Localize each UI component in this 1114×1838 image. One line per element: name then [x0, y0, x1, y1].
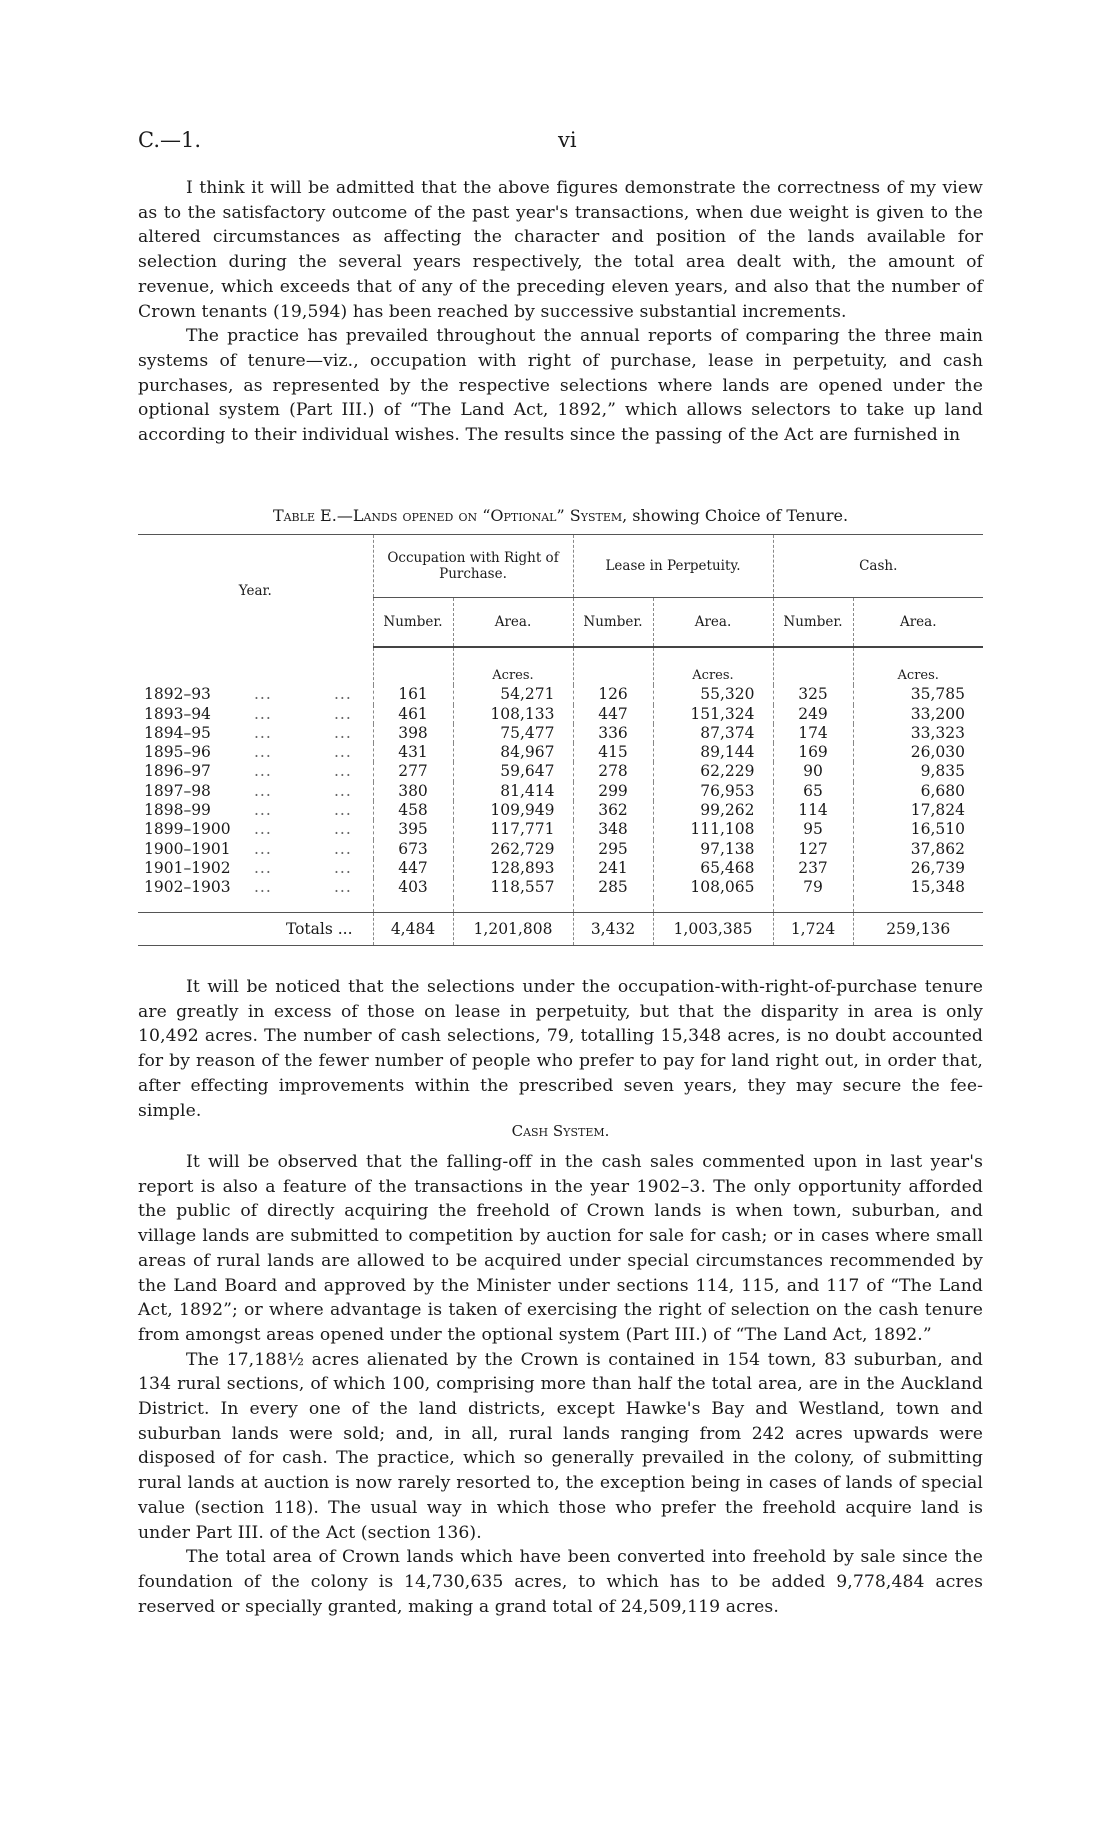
- year-label: 1892–93: [144, 685, 211, 704]
- area-cell: 59,647: [453, 762, 573, 781]
- area-cell: 111,108: [653, 820, 773, 839]
- area-cell: 17,824: [853, 801, 983, 820]
- leader-dots: ...: [254, 801, 272, 820]
- leader-dots: ...: [334, 820, 352, 839]
- number-cell: 174: [773, 724, 853, 743]
- area-cell: 99,262: [653, 801, 773, 820]
- leader-dots: ...: [334, 762, 352, 781]
- year-label: 1899–1900: [144, 820, 231, 839]
- leader-dots: ...: [254, 820, 272, 839]
- totals-row: [138, 912, 983, 945]
- year-label: 1897–98: [144, 781, 211, 800]
- area-cell: 81,414: [453, 782, 573, 801]
- total-cell: 3,432: [573, 912, 653, 945]
- number-cell: 95: [773, 820, 853, 839]
- total-cell: 1,003,385: [653, 912, 773, 945]
- column-header: Area.: [453, 598, 573, 648]
- column-header: Number.: [373, 598, 453, 648]
- year-cell: [138, 840, 373, 859]
- number-cell: 458: [373, 801, 453, 820]
- area-cell: 89,144: [653, 743, 773, 762]
- area-cell: 109,949: [453, 801, 573, 820]
- column-header: Area.: [853, 598, 983, 648]
- number-cell: 278: [573, 762, 653, 781]
- leader-dots: ...: [254, 685, 272, 704]
- leader-dots: ...: [254, 839, 272, 858]
- section-heading: Cash System.: [511, 1122, 610, 1140]
- area-cell: 55,320: [653, 685, 773, 704]
- year-label: 1900–1901: [144, 839, 231, 858]
- group-header: Cash.: [773, 535, 983, 598]
- table-row: [138, 801, 983, 820]
- area-cell: 118,557: [453, 878, 573, 897]
- table-row: [138, 743, 983, 762]
- area-cell: 15,348: [853, 878, 983, 897]
- caption-title: Table E.—Lands opened on “Optional” System,: [272, 506, 628, 525]
- area-cell: 26,030: [853, 743, 983, 762]
- table-e: [138, 534, 983, 946]
- table-row: [138, 724, 983, 743]
- column-header: Area.: [653, 598, 773, 648]
- year-cell: [138, 762, 373, 781]
- year-cell: [138, 820, 373, 839]
- number-cell: 161: [373, 685, 453, 704]
- table-row: [138, 840, 983, 859]
- area-cell: 33,323: [853, 724, 983, 743]
- year-cell: [138, 705, 373, 724]
- number-cell: 673: [373, 840, 453, 859]
- unit-label: Acres.: [653, 647, 773, 685]
- total-cell: 1,724: [773, 912, 853, 945]
- area-cell: 108,133: [453, 705, 573, 724]
- table-caption: [138, 506, 983, 525]
- leader-dots: ...: [334, 723, 352, 742]
- area-cell: 65,468: [653, 859, 773, 878]
- number-cell: 249: [773, 705, 853, 724]
- cash-system-text: [138, 1150, 983, 1619]
- table-row: [138, 685, 983, 704]
- area-cell: 37,862: [853, 840, 983, 859]
- table-row: [138, 782, 983, 801]
- number-cell: 398: [373, 724, 453, 743]
- year-label: 1896–97: [144, 762, 211, 781]
- year-cell: [138, 724, 373, 743]
- leader-dots: ...: [254, 878, 272, 897]
- number-cell: 169: [773, 743, 853, 762]
- leader-dots: ...: [334, 839, 352, 858]
- total-cell: 259,136: [853, 912, 983, 945]
- paragraph: It will be noticed that the selections under the occupation-with-right-of-purchase tenure are greatly in excess of those on lease in perpetuity, but that the disparity in area is only 10,492 acres. The number of cash selections, 79, totalling 15,348 acres, is no doubt accounted for by reason of the fewer number of people who prefer to pay for land right out, in order that, after effecting improvements within the prescribed seven years, they may secure the fee-simple.: [138, 977, 983, 1121]
- leader-dots: ...: [254, 704, 272, 723]
- number-cell: 285: [573, 878, 653, 897]
- area-cell: 6,680: [853, 782, 983, 801]
- year-cell: [138, 859, 373, 878]
- unit-label: Acres.: [453, 647, 573, 685]
- year-label: 1895–96: [144, 743, 211, 762]
- number-cell: 277: [373, 762, 453, 781]
- leader-dots: ...: [334, 704, 352, 723]
- number-cell: 336: [573, 724, 653, 743]
- table-row: [138, 762, 983, 781]
- year-cell: [138, 878, 373, 897]
- year-header: Year.: [138, 535, 373, 648]
- table-row: [138, 705, 983, 724]
- leader-dots: ...: [334, 858, 352, 877]
- year-cell: [138, 782, 373, 801]
- area-cell: 75,477: [453, 724, 573, 743]
- group-header: Lease in Perpetuity.: [573, 535, 773, 598]
- number-cell: 126: [573, 685, 653, 704]
- area-cell: 26,739: [853, 859, 983, 878]
- area-cell: 35,785: [853, 685, 983, 704]
- paragraph: The practice has prevailed throughout the annual reports of comparing the three main systems of tenure—viz., occupation with right of purchase, lease in perpetuity, and cash purchases, as represented by the respective selections where lands are opened under the optional system (Part III.) of “The Land Act, 1892,” which allows selectors to take up land according to their individual wishes. The results since the passing of the Act are furnished in: [138, 326, 983, 446]
- number-cell: 415: [573, 743, 653, 762]
- group-header: Occupation with Right of Purchase.: [373, 535, 573, 598]
- area-cell: 262,729: [453, 840, 573, 859]
- document-reference: C.—1.: [138, 128, 202, 152]
- number-cell: 431: [373, 743, 453, 762]
- year-label: 1893–94: [144, 704, 211, 723]
- leader-dots: ...: [334, 781, 352, 800]
- area-cell: 84,967: [453, 743, 573, 762]
- number-cell: 325: [773, 685, 853, 704]
- number-cell: 403: [373, 878, 453, 897]
- number-cell: 127: [773, 840, 853, 859]
- leader-dots: ...: [334, 801, 352, 820]
- leader-dots: ...: [334, 743, 352, 762]
- column-header: Number.: [773, 598, 853, 648]
- totals-label: Totals ...: [138, 912, 373, 945]
- leader-dots: ...: [254, 858, 272, 877]
- page-number: vi: [558, 128, 577, 152]
- year-label: 1898–99: [144, 801, 211, 820]
- paragraph: I think it will be admitted that the above figures demonstrate the correctness of my view as to the satisfactory outcome of the past year's transactions, when due weight is given to the altered circumstances as affecting the character and position of the lands available for selection during the several years respectively, the total area dealt with, the amount of revenue, which exceeds that of any of the preceding eleven years, and also that the number of Crown tenants (19,594) has been reached by successive substantial increments.: [138, 178, 983, 322]
- year-cell: [138, 685, 373, 704]
- leader-dots: ...: [254, 781, 272, 800]
- paragraph: It will be observed that the falling-off in the cash sales commented upon in last year's report is also a feature of the transactions in the year 1902–3. The only opportunity afforded the public of directly acquiring the freehold of Crown lands is when town, suburban, and village lands are submitted to competition by auction for sale for cash; or in cases where small areas of rural lands are allowed to be acquired under special circumstances recommended by the Land Board and approved by the Minister under sections 114, 115, and 117 of “The Land Act, 1892”; or where advantage is taken of exercising the right of selection on the cash tenure from amongst areas opened under the optional system (Part III.) of “The Land Act, 1892.”: [138, 1152, 983, 1345]
- number-cell: 447: [373, 859, 453, 878]
- number-cell: 395: [373, 820, 453, 839]
- number-cell: 295: [573, 840, 653, 859]
- area-cell: 151,324: [653, 705, 773, 724]
- area-cell: 97,138: [653, 840, 773, 859]
- number-cell: 237: [773, 859, 853, 878]
- number-cell: 114: [773, 801, 853, 820]
- number-cell: 461: [373, 705, 453, 724]
- year-label: 1902–1903: [144, 878, 231, 897]
- year-label: 1901–1902: [144, 858, 231, 877]
- leader-dots: ...: [334, 878, 352, 897]
- table-row: [138, 859, 983, 878]
- number-cell: 79: [773, 878, 853, 897]
- column-header: Number.: [573, 598, 653, 648]
- area-cell: 108,065: [653, 878, 773, 897]
- table-row: [138, 820, 983, 839]
- leader-dots: ...: [254, 723, 272, 742]
- number-cell: 299: [573, 782, 653, 801]
- area-cell: 76,953: [653, 782, 773, 801]
- year-cell: [138, 743, 373, 762]
- paragraph: The total area of Crown lands which have been converted into freehold by sale since the foundation of the colony is 14,730,635 acres, to which has to be added 9,778,484 acres reserved or specially granted, making a grand total of 24,509,119 acres.: [138, 1547, 983, 1617]
- number-cell: 65: [773, 782, 853, 801]
- total-cell: 4,484: [373, 912, 453, 945]
- leader-dots: ...: [254, 743, 272, 762]
- number-cell: 241: [573, 859, 653, 878]
- area-cell: 16,510: [853, 820, 983, 839]
- total-cell: 1,201,808: [453, 912, 573, 945]
- table-row: [138, 878, 983, 897]
- number-cell: 447: [573, 705, 653, 724]
- leader-dots: ...: [254, 762, 272, 781]
- year-cell: [138, 801, 373, 820]
- area-cell: 87,374: [653, 724, 773, 743]
- area-cell: 128,893: [453, 859, 573, 878]
- table-commentary: [138, 975, 983, 1123]
- area-cell: 62,229: [653, 762, 773, 781]
- intro-text: [138, 176, 983, 448]
- paragraph: The 17,188½ acres alienated by the Crown is contained in 154 town, 83 suburban, and 134 rural sections, of which 100, comprising more than half the total area, are in the Auckland District. In every one of the land districts, except Hawke's Bay and Westland, town and suburban lands were sold; and, in all, rural lands ranging from 242 acres upwards were disposed of for cash. The practice, which so generally prevailed in the colony, of submitting rural lands at auction is now rarely resorted to, the exception being in cases of lands of special value (section 118). The usual way in which those who prefer the freehold acquire land is under Part III. of the Act (section 136).: [138, 1349, 983, 1543]
- area-cell: 9,835: [853, 762, 983, 781]
- number-cell: 348: [573, 820, 653, 839]
- area-cell: 54,271: [453, 685, 573, 704]
- caption-subtitle: showing Choice of Tenure.: [627, 506, 849, 525]
- unit-label: Acres.: [853, 647, 983, 685]
- number-cell: 380: [373, 782, 453, 801]
- number-cell: 362: [573, 801, 653, 820]
- year-label: 1894–95: [144, 723, 211, 742]
- area-cell: 33,200: [853, 705, 983, 724]
- area-cell: 117,771: [453, 820, 573, 839]
- leader-dots: ...: [334, 685, 352, 704]
- number-cell: 90: [773, 762, 853, 781]
